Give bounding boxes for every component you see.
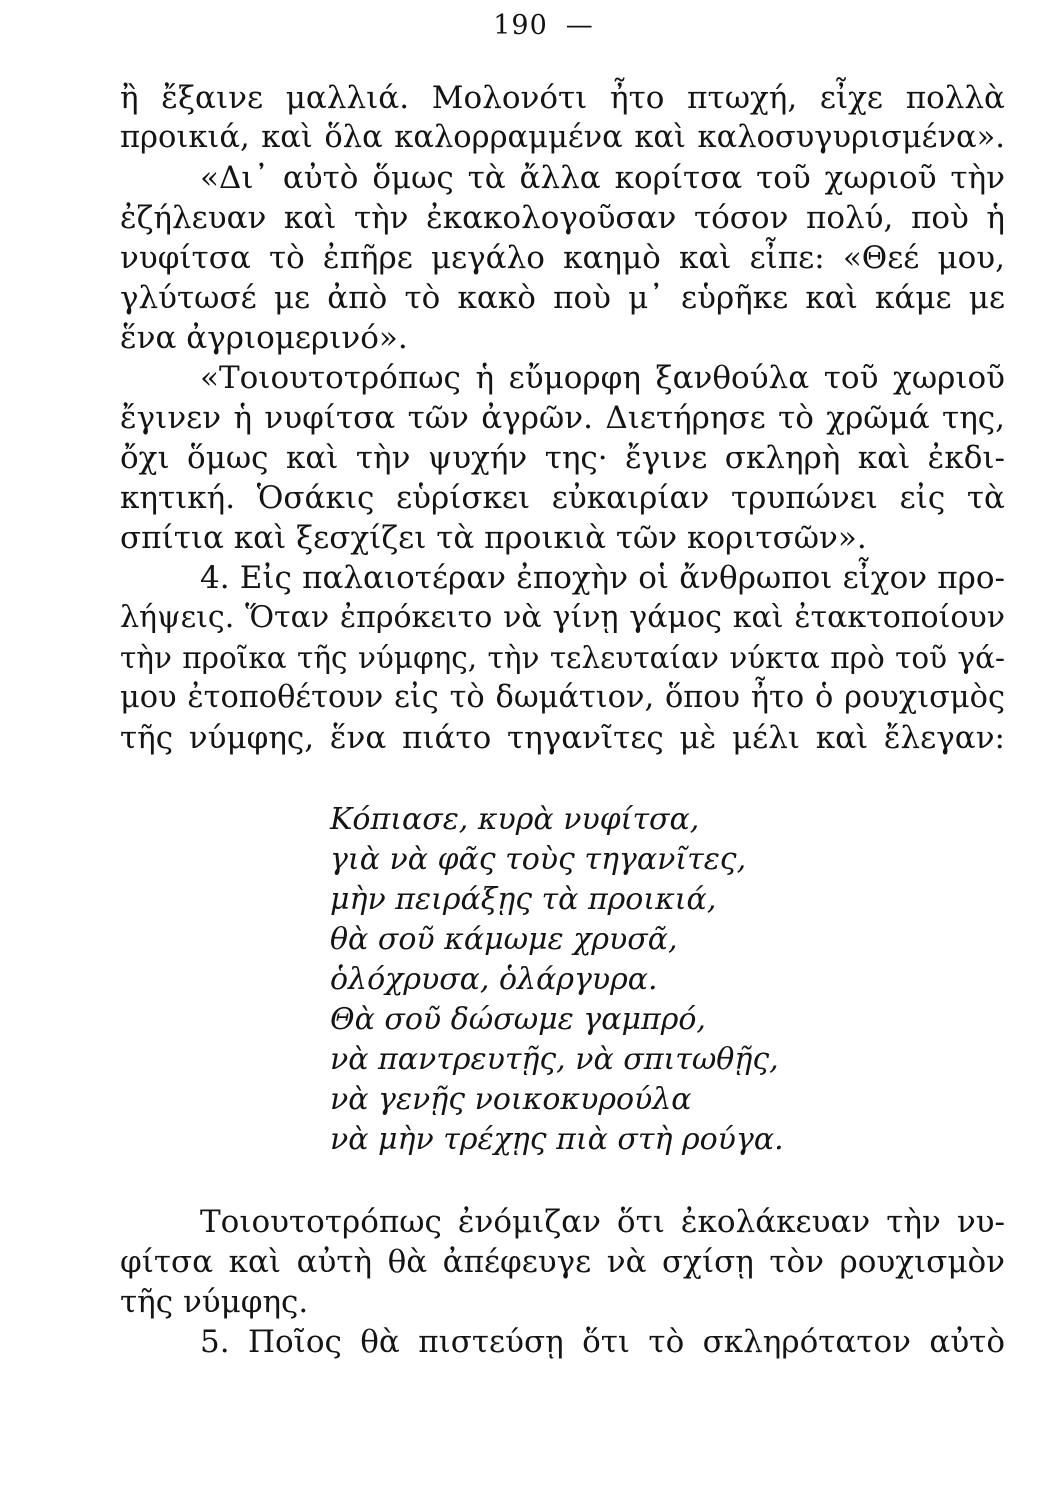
poem-line: ὁλόχρυσα, ὁλάργυρα. — [330, 962, 658, 997]
header-dash: — — [565, 10, 594, 41]
text-line: ἐζήλευαν καὶ τὴν ἐκακολογοῦσαν τόσον πολύ, ποὺ ἡ — [120, 200, 1005, 236]
text-line: λήψεις. Ὅταν ἐπρόκειτο νὰ γίνῃ γάμος καὶ ἐτακτοποίουν — [120, 600, 1005, 635]
text-line: σπίτια καὶ ξεσχίζει τὰ προικιὰ τῶν κοριτσῶν». — [120, 520, 867, 556]
text-line: γλύτωσέ με ἀπὸ τὸ κακὸ ποὺ μ᾽ εὑρῆκε καὶ κάμε με — [120, 280, 1005, 316]
poem-line: μὴν πειράξῃς τὰ προικιά, — [330, 882, 717, 917]
poem-line: θὰ σοῦ κάμωμε χρυσᾶ, — [330, 922, 678, 957]
body-text-bottom — [120, 1202, 1005, 1362]
text-line: 4. Εἰς παλαιοτέραν ἐποχὴν οἱ ἄνθρωποι εἶχον προ- — [200, 560, 1005, 596]
text-line: νυφίτσα τὸ ἐπῆρε μεγάλο καημὸ καὶ εἶπε: «Θεέ μου, — [120, 240, 1005, 276]
text-line: φίτσα καὶ αὐτὴ θὰ ἀπέφευγε νὰ σχίσῃ τὸν ρουχισμὸν — [120, 1244, 1005, 1280]
poem-line: νὰ παντρευτῇς, νὰ σπιτωθῇς, — [330, 1042, 779, 1077]
text-line: τῆς νύμφης. — [120, 1284, 309, 1320]
text-line: προικιά, καὶ ὅλα καλορραμμένα καὶ καλοσυγυρισμένα». — [120, 120, 1005, 155]
text-line: τῆς νύμφης, ἕνα πιάτο τηγανῖτες μὲ μέλι καὶ ἔλεγαν: — [120, 720, 1005, 756]
poem-line: Κόπιασε, κυρὰ νυφίτσα, — [330, 802, 700, 837]
text-line: ἢ ἔξαινε μαλλιά. Μολονότι ἦτο πτωχή, εἶχε πολλὰ — [120, 80, 1005, 116]
text-line: τὴν προῖκα τῆς νύμφης, τὴν τελευταίαν νύκτα πρὸ τοῦ γά- — [120, 641, 1005, 675]
text-line: 5. Ποῖος θὰ πιστεύσῃ ὅτι τὸ σκληρότατον αὐτὸ — [200, 1324, 1005, 1360]
text-line: ὄχι ὅμως καὶ τὴν ψυχήν της· ἔγινε σκληρὴ καὶ ἐκδι- — [120, 440, 1005, 476]
text-line: «Δι᾽ αὐτὸ ὅμως τὰ ἄλλα κορίτσα τοῦ χωριοῦ τὴν — [200, 160, 1005, 196]
poem-line: Θὰ σοῦ δώσωμε γαμπρό, — [330, 1002, 706, 1037]
text-line: ἕνα ἀγριομερινό». — [120, 320, 408, 356]
poem-line: γιὰ νὰ φᾶς τοὺς τηγανῖτες, — [330, 842, 747, 877]
poem — [330, 800, 930, 1160]
text-line: Τοιουτοτρόπως ἐνόμιζαν ὅτι ἐκολάκευαν τὴν νυ- — [200, 1204, 1005, 1240]
text-line: ἔγινεν ἡ νυφίτσα τῶν ἀγρῶν. Διετήρησε τὸ χρῶμά της, — [120, 400, 1005, 436]
page-header — [0, 10, 1047, 41]
page-number: 190 — [493, 10, 548, 41]
text-line: «Τοιουτοτρόπως ἡ εὔμορφη ξανθούλα τοῦ χωριοῦ — [200, 360, 1005, 396]
poem-line: νὰ μὴν τρέχῃς πιὰ στὴ ρούγα. — [330, 1122, 784, 1157]
poem-line: νὰ γενῇς νοικοκυρούλα — [330, 1082, 692, 1117]
text-line: κητική. Ὁσάκις εὑρίσκει εὐκαιρίαν τρυπώνει εἰς τὰ — [120, 480, 1005, 516]
body-text-top — [120, 78, 1005, 758]
text-line: μου ἐτοποθέτουν εἰς τὸ δωμάτιον, ὅπου ἦτο ὁ ρουχισμὸς — [120, 680, 1005, 715]
